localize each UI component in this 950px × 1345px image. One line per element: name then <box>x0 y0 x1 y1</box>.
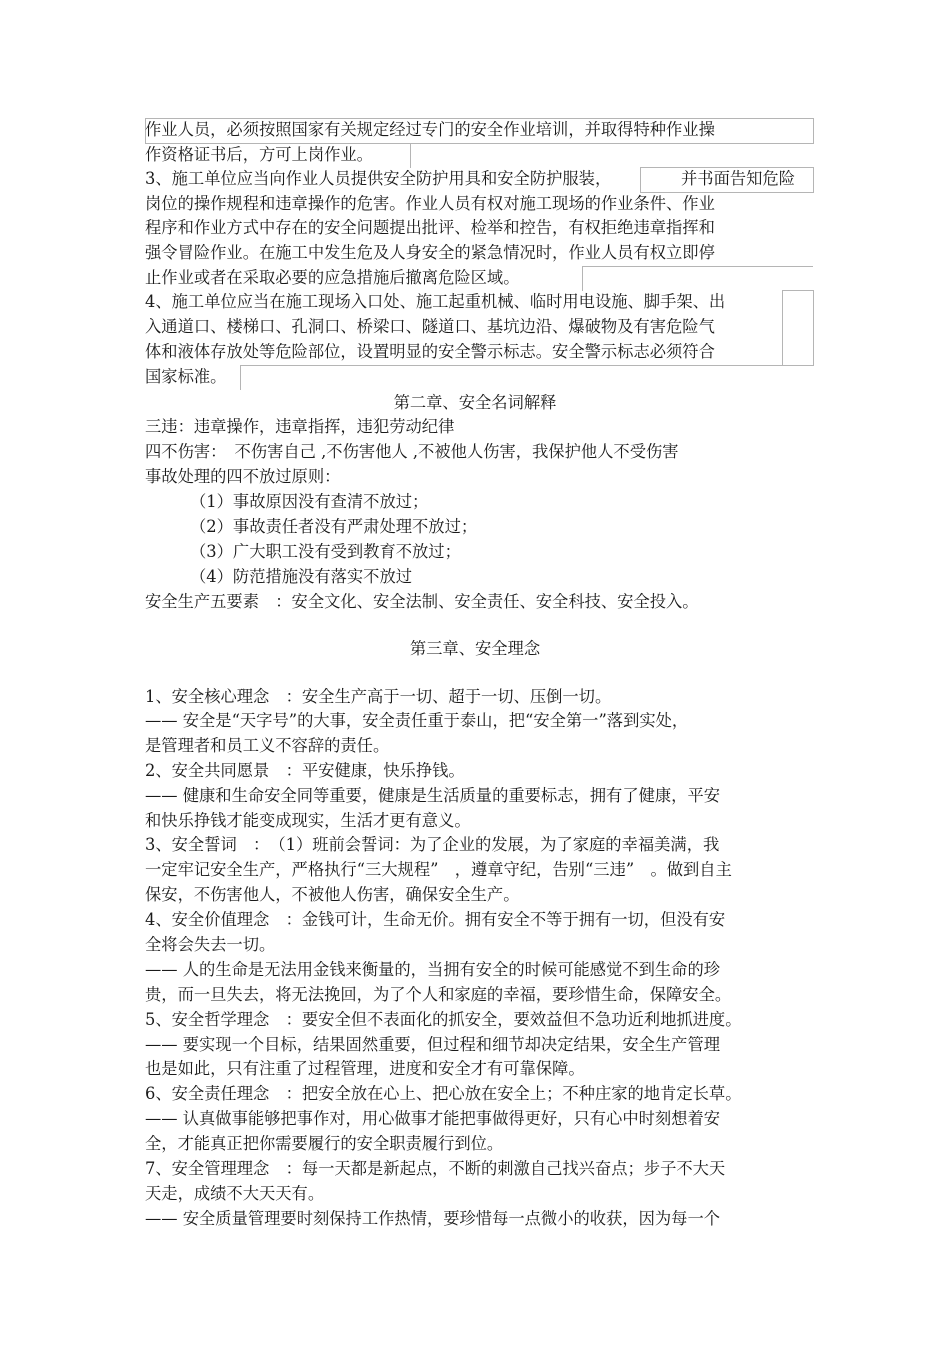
paragraph-line: 全将会失去一切。 <box>145 935 276 954</box>
paragraph-line: 2、安全共同愿景 ：平安健康，快乐挣钱。 <box>145 761 465 780</box>
paragraph-line: 程序和作业方式中存在的安全问题提出批评、检举和控告，有权拒绝违章指挥和 <box>145 218 715 237</box>
list-item: （2）事故责任者没有严肃处理不放过； <box>190 517 478 536</box>
frame-box <box>582 266 813 291</box>
paragraph-line: 7、安全管理理念 ：每一天都是新起点，不断的刺激自己找兴奋点；步子不大天 <box>145 1159 726 1178</box>
paragraph-line: 作业人员，必须按照国家有关规定经过专门的安全作业培训，并取得特种作业操 <box>145 120 715 139</box>
frame-box <box>410 143 813 168</box>
paragraph-line: 作资格证书后，方可上岗作业。 <box>145 145 373 164</box>
term-sanwei: 三违：违章操作，违章指挥，违犯劳动纪律 <box>145 417 455 436</box>
list-item: （3）广大职工没有受到教育不放过； <box>190 542 461 561</box>
paragraph-line: 保安，不伤害他人，不被他人伤害，确保安全生产。 <box>145 885 520 904</box>
term-sibufangguo: 事故处理的四不放过原则： <box>145 467 341 486</box>
paragraph-line: 贵，而一旦失去，将无法挽回，为了个人和家庭的幸福，要珍惜生命，保障安全。 <box>145 985 732 1004</box>
chapter-3-title: 第三章、安全理念 <box>409 639 541 658</box>
paragraph-line: 强令冒险作业。在施工中发生危及人身安全的紧急情况时，作业人员有权立即停 <box>145 243 715 262</box>
paragraph-line: 也是如此，只有注重了过程管理，进度和安全才有可靠保障。 <box>145 1059 585 1078</box>
paragraph-line: 是管理者和员工义不容辞的责任。 <box>145 736 390 755</box>
paragraph-line: 4、施工单位应当在施工现场入口处、施工起重机械、临时用电设施、脚手架、出 <box>145 292 726 311</box>
frame-box <box>240 365 813 390</box>
paragraph-line: —— 安全质量管理要时刻保持工作热情，要珍惜每一点微小的收获，因为每一个 <box>145 1209 721 1228</box>
paragraph-line: 体和液体存放处等危险部位，设置明显的安全警示标志。安全警示标志必须符合 <box>145 342 715 361</box>
paragraph-line: —— 人的生命是无法用金钱来衡量的，当拥有安全的时候可能感觉不到生命的珍 <box>145 960 721 979</box>
paragraph-line: 和快乐挣钱才能变成现实，生活才更有意义。 <box>145 811 471 830</box>
list-item: （4）防范措施没有落实不放过 <box>190 567 413 586</box>
paragraph-line: 止作业或者在采取必要的应急措施后撤离危险区域。 <box>145 268 520 287</box>
paragraph-line: —— 认真做事能够把事作对，用心做事才能把事做得更好，只有心中时刻想着安 <box>145 1109 721 1128</box>
frame-box <box>782 290 814 366</box>
paragraph-line: —— 要实现一个目标，结果固然重要，但过程和细节却决定结果，安全生产管理 <box>145 1035 721 1054</box>
paragraph-line: 入通道口、楼梯口、孔洞口、桥梁口、隧道口、基坑边沿、爆破物及有害危险气 <box>145 317 715 336</box>
paragraph-line: —— 健康和生命安全同等重要，健康是生活质量的重要标志，拥有了健康，平安 <box>145 786 721 805</box>
term-sibushanghai: 四不伤害： 不伤害自己 ,不伤害他人 ,不被他人伤害，我保护他人不受伤害 <box>145 442 679 461</box>
paragraph-line: 国家标准。 <box>145 367 227 386</box>
paragraph-line: 3、施工单位应当向作业人员提供安全防护用具和安全防护服装， <box>145 169 612 188</box>
paragraph-line: 4、安全价值理念 ：金钱可计，生命无价。拥有安全不等于拥有一切，但没有安 <box>145 910 726 929</box>
paragraph-line: 岗位的操作规程和违章操作的危害。作业人员有权对施工现场的作业条件、作业 <box>145 194 715 213</box>
paragraph-line: 天走，成绩不大天天有。 <box>145 1184 325 1203</box>
paragraph-line: 5、安全哲学理念 ：要安全但不表面化的抓安全，要效益但不急功近利地抓进度。 <box>145 1010 742 1029</box>
paragraph-line: 1、安全核心理念 ：安全生产高于一切、超于一切、压倒一切。 <box>145 687 612 706</box>
paragraph-line: 6、安全责任理念 ：把安全放在心上、把心放在安全上；不种庄家的地肯定长草。 <box>145 1084 742 1103</box>
chapter-2-title: 第二章、安全名词解释 <box>393 393 557 412</box>
paragraph-line: 全，才能真正把你需要履行的安全职责履行到位。 <box>145 1134 504 1153</box>
paragraph-line: 一定牢记安全生产，严格执行“三大规程” ，遵章守纪，告别“三违” 。做到自主 <box>145 860 732 879</box>
term-wuyaosu: 安全生产五要素 ：安全文化、安全法制、安全责任、安全科技、安全投入。 <box>145 592 699 611</box>
paragraph-line: 并书面告知危险 <box>681 169 795 188</box>
paragraph-line: —— 安全是“天字号”的大事，安全责任重于泰山，把“安全第一”落到实处， <box>145 711 689 730</box>
list-item: （1）事故原因没有查清不放过； <box>190 492 429 511</box>
paragraph-line: 3、安全誓词 ： （1）班前会誓词：为了企业的发展，为了家庭的幸福美满，我 <box>145 835 720 854</box>
